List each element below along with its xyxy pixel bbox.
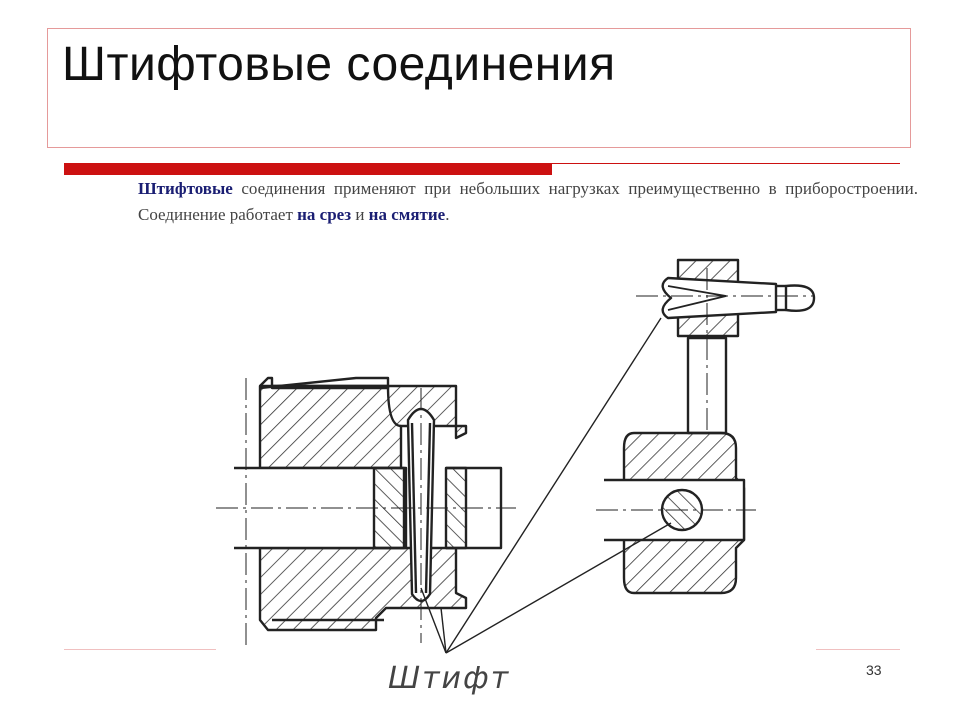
- paragraph-text-2: и: [351, 205, 369, 224]
- pin-head: [786, 286, 814, 311]
- footer-line-left: [64, 649, 216, 650]
- page-number: 33: [866, 662, 882, 678]
- bold-term-pin: Штифтовые: [138, 179, 233, 198]
- slide-title: Штифтовые соединения: [62, 38, 616, 91]
- hub-lower-section: [260, 548, 466, 630]
- paragraph-text-3: .: [445, 205, 450, 224]
- pin-label: Штифт: [388, 661, 511, 696]
- title-underline-bar: [64, 163, 552, 175]
- title-box: [47, 28, 911, 148]
- body-paragraph: [138, 176, 918, 228]
- hub-upper-section: [260, 386, 466, 468]
- paragraph-text-1: соединения применяют при небольших нагрузках преимущественно в приборостроении. Соединение работает: [138, 179, 918, 224]
- bold-term-shear: на срез: [297, 205, 352, 224]
- technical-drawing: [216, 248, 816, 700]
- bold-term-crush: на смятие: [368, 205, 446, 224]
- footer-line-right: [816, 649, 900, 650]
- title-underline-line: [552, 163, 900, 164]
- pin-joint-drawing: [216, 248, 816, 700]
